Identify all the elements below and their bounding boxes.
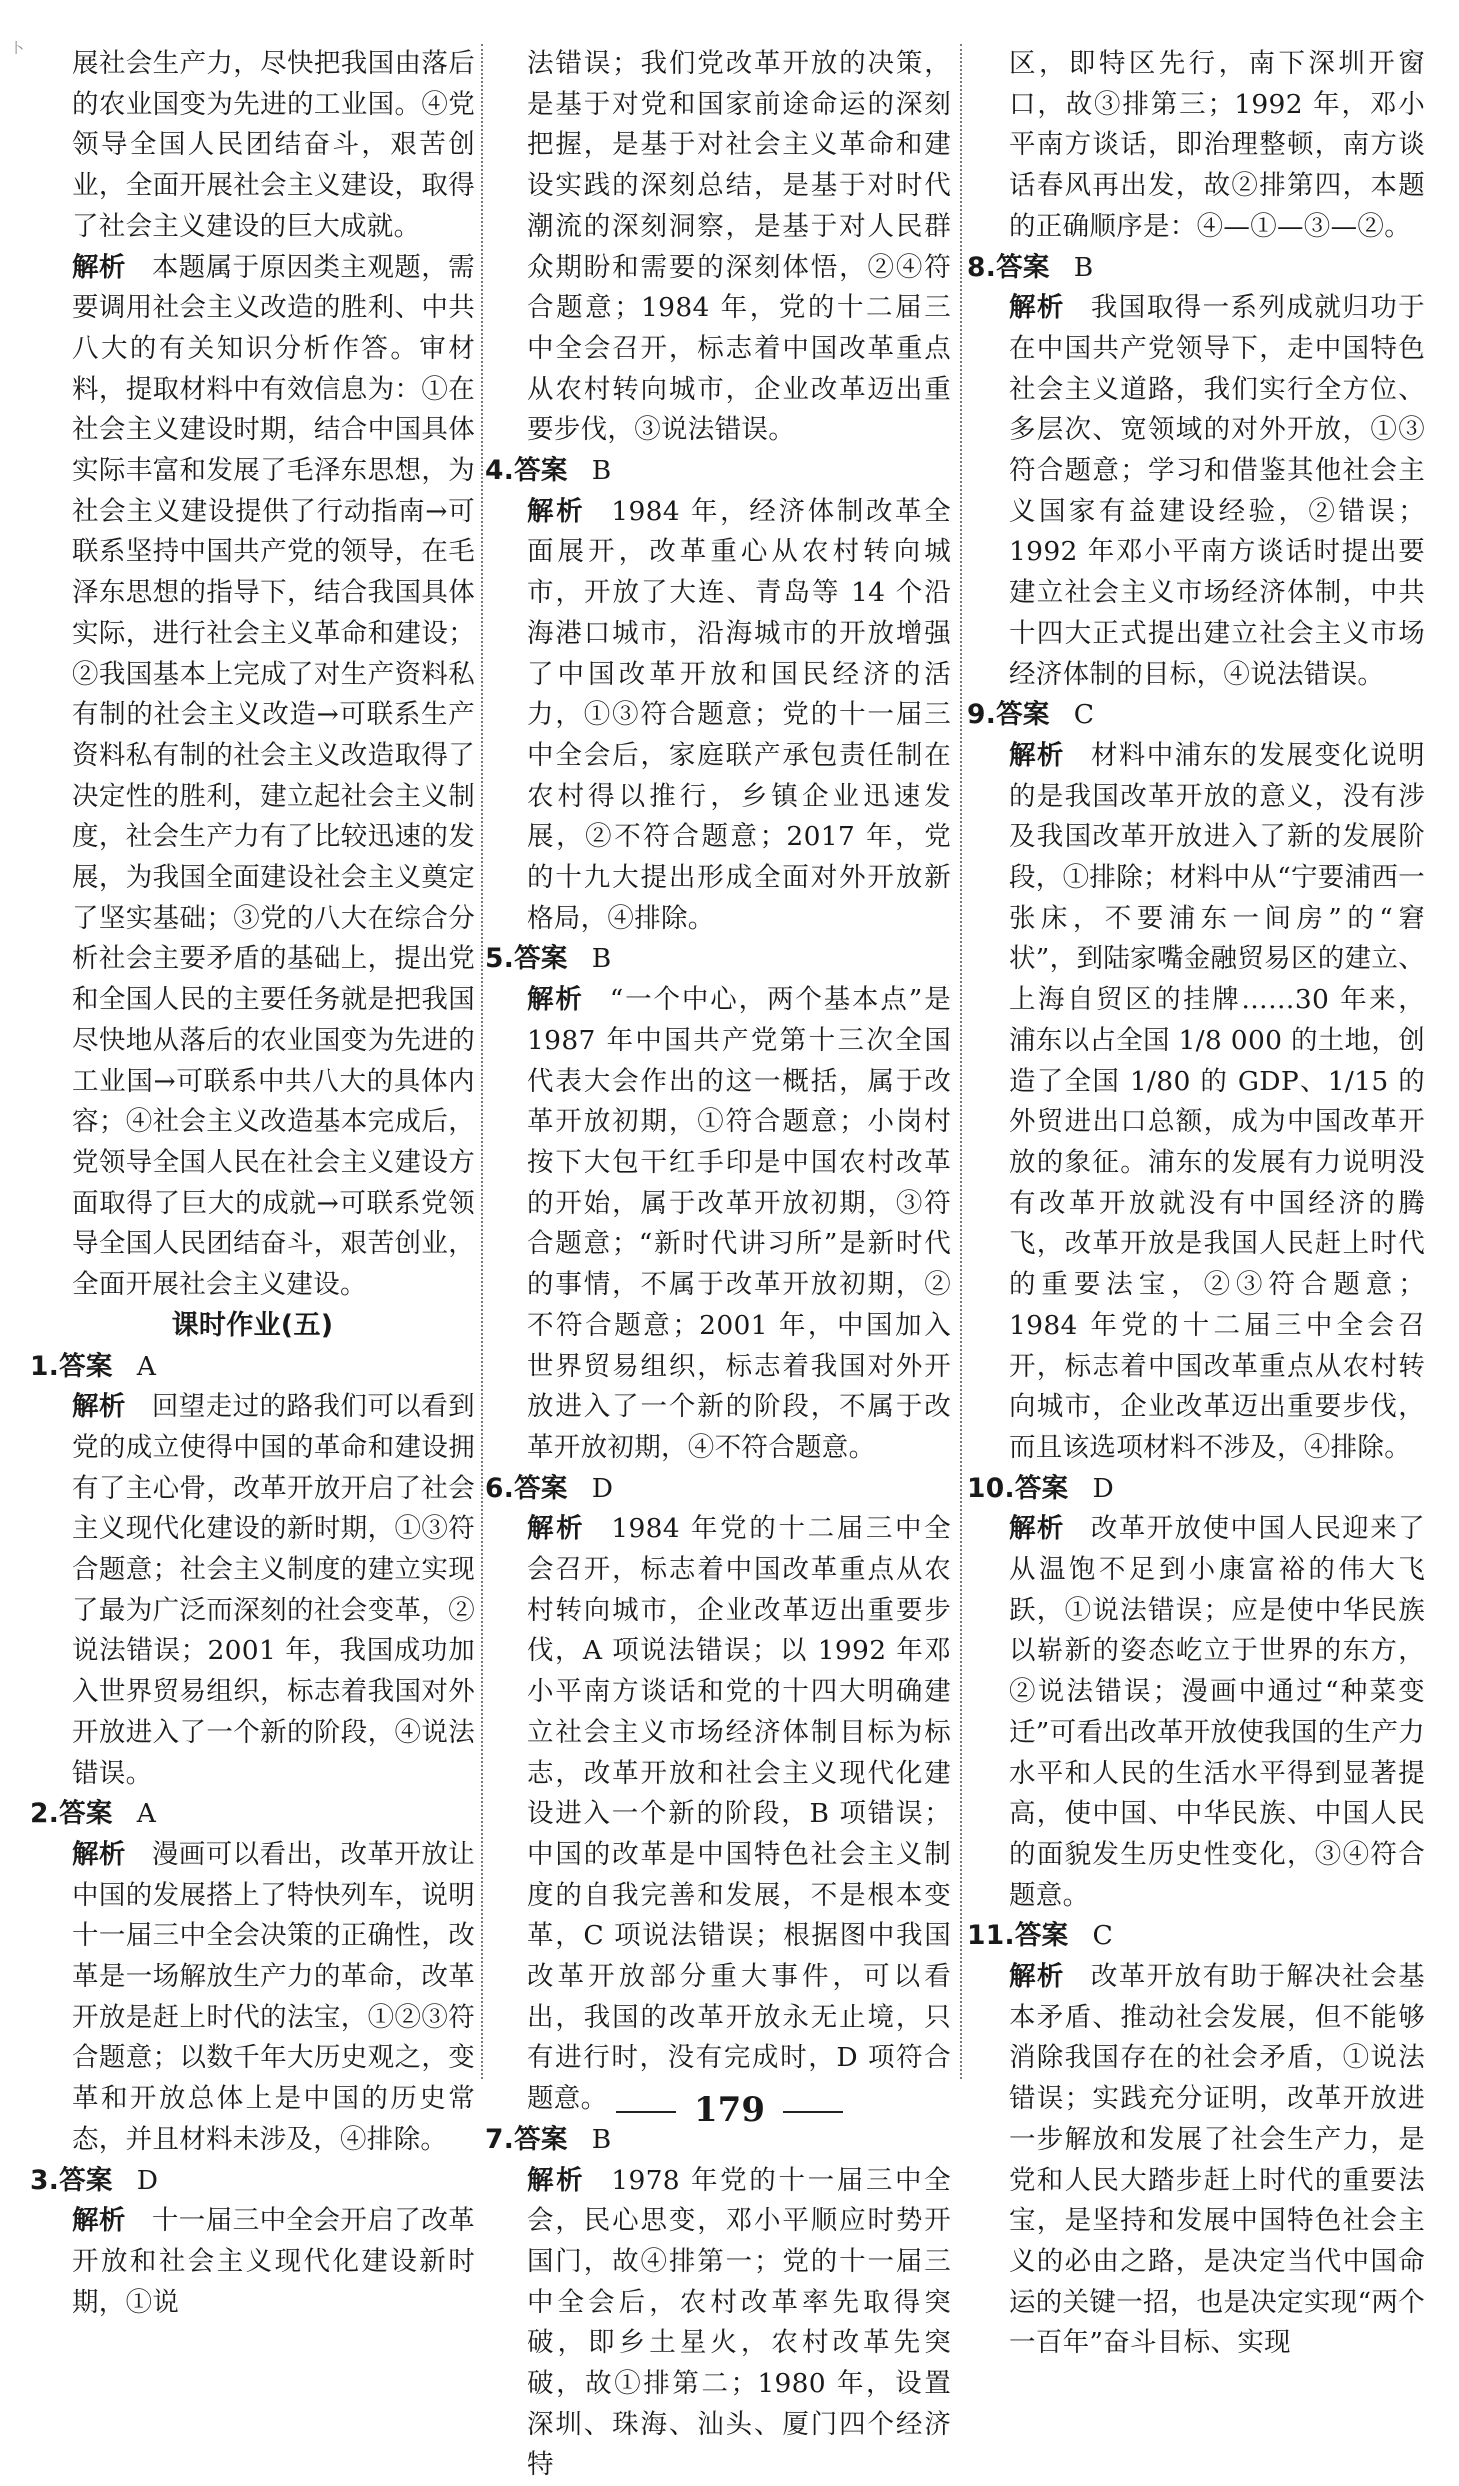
section-title: 课时作业(五)	[171, 1309, 334, 1341]
analysis-text: “一个中心，两个基本点”是 1987 年中国共产党第十三次全国代表大会作出的这一概括，属于改革开放初期，①符合题意；小岗村按下大包干红手印是中国农村改革的开始，属于改革开放初期，③符合题意；“新时代讲习所”是新时代的事情，不属于改革开放初期，②不符合题意；2001 年，中国加入世界贸易组织，标志着我国对外开放进入了一个新的阶段，不属于改革开放初期，④不符合题意。	[527, 984, 951, 1463]
page-number: 179	[694, 2090, 765, 2130]
question-number: 8.	[967, 251, 997, 283]
analysis-block	[30, 1387, 475, 1794]
answer-line	[967, 695, 1425, 736]
analysis-text: 十一届三中全会开启了改革开放和社会主义现代化建设新时期，①说	[72, 2205, 475, 2318]
corner-mark: 卜	[10, 41, 24, 57]
analysis-label: 解析	[527, 495, 586, 527]
question-number: 7.	[485, 2123, 515, 2155]
question-number: 2.	[30, 1798, 60, 1830]
answer-label: 答案	[1014, 1472, 1069, 1504]
answer-line	[485, 939, 951, 980]
answer-line	[485, 1469, 951, 1510]
answer-line	[30, 1347, 475, 1388]
analysis-label: 解析	[72, 2205, 126, 2237]
answer-label: 答案	[59, 1350, 113, 1382]
question-number: 4.	[485, 455, 515, 487]
answer-label: 答案	[514, 1472, 568, 1504]
answer-value: B	[591, 455, 612, 487]
analysis-text: 材料中浦东的发展变化说明的是我国改革开放的意义，没有涉及我国改革开放进入了新的发展阶段，①排除；材料中从“宁要浦西一张床，不要浦东一间房”的“窘状”，到陆家嘴金融贸易区的建立、上海自贸区的挂牌……30 年来，浦东以占全国 1/8 000 的土地，创造了全国 1/80 的 GDP、1/15 的外贸进出口总额，成为中国改革开放的象征。浦东的发展有力说明没有改革开放就没有中国经济的腾飞，改革开放是我国人民赶上时代的重要法宝，②③符合题意；1984 年党的十二届三中全会召开，标志着中国改革重点从农村转向城市，企业改革迈出重要步伐，而且该选项材料不涉及，④排除。	[1009, 739, 1425, 1463]
analysis-label: 解析	[1009, 1961, 1065, 1993]
answer-label: 答案	[514, 2123, 568, 2155]
analysis-label: 解析	[72, 251, 126, 283]
answer-value: D	[591, 1472, 614, 1504]
question-number: 5.	[485, 943, 515, 975]
answer-line	[30, 1794, 475, 1835]
answer-line	[30, 2161, 475, 2202]
footer-dash-right	[783, 2111, 843, 2113]
analysis-label: 解析	[72, 1838, 126, 1870]
question-number: 9.	[967, 699, 997, 731]
analysis-block	[967, 288, 1425, 695]
analysis-label: 解析	[72, 1391, 126, 1423]
answer-line	[967, 248, 1425, 289]
analysis-block	[967, 1509, 1425, 1916]
analysis-text: 1984 年，经济体制改革全面展开，改革重心从农村转向城市，开放了大连、青岛等 14 个沿海港口城市，沿海城市的开放增强了中国改革开放和国民经济的活力，①③符合题意；党的十一届三中全会后，家庭联产承包责任制在农村得以推行，乡镇企业迅速发展，②不符合题意；2017 年，党的十九大提出形成全面对外开放新格局，④排除。	[527, 495, 951, 934]
answer-value: B	[591, 943, 612, 975]
analysis-label: 解析	[527, 2164, 586, 2196]
answer-line	[967, 1916, 1425, 1957]
continued-paragraph: 法错误；我们党改革开放的决策，是基于对党和国家前途命运的深刻把握，是基于对社会主义革命和建设实践的深刻总结，是基于对时代潮流的深刻洞察，是基于对人民群众期盼和需要的深刻体悟，②④符合题意；1984 年，党的十二届三中全会召开，标志着中国改革重点从农村转向城市，企业改革迈出重要步伐，③说法错误。	[527, 48, 951, 446]
column-divider	[960, 44, 962, 2079]
column-divider	[481, 44, 483, 2079]
analysis-text: 1978 年党的十一届三中全会，民心思变，邓小平顺应时势开国门，故④排第一；党的十一届三中全会后，农村改革率先取得突破，即乡土星火，农村改革先突破，故①排第二；1980 年，设置深圳、珠海、汕头、厦门四个经济特	[527, 2164, 951, 2481]
analysis-text: 改革开放使中国人民迎来了从温饱不足到小康富裕的伟大飞跃，①说法错误；应是使中华民族以崭新的姿态屹立于世界的东方，②说法错误；漫画中通过“种菜变迁”可看出改革开放使我国的生产力水平和人民的生活水平得到显著提高，使中国、中华民族、中国人民的面貌发生历史性变化，③④符合题意。	[1009, 1513, 1425, 1911]
answer-value: A	[136, 1350, 157, 1382]
answer-label: 答案	[1014, 1920, 1069, 1952]
question-number: 11.	[967, 1920, 1015, 1952]
answer-label: 答案	[996, 699, 1050, 731]
analysis-label: 解析	[527, 984, 584, 1016]
analysis-text: 漫画可以看出，改革开放让中国的发展搭上了特快列车，说明十一届三中全会决策的正确性，改革是一场解放生产力的革命，改革开放是赶上时代的法宝，①②③符合题意；以数千年大历史观之，变革和开放总体上是中国的历史常态，并且材料未涉及，④排除。	[72, 1838, 475, 2155]
answer-value: B	[591, 2123, 612, 2155]
answer-label: 答案	[514, 455, 568, 487]
answer-label: 答案	[59, 2164, 113, 2196]
analysis-label: 解析	[1009, 739, 1065, 771]
answer-line	[485, 451, 951, 492]
answer-value: A	[136, 1798, 157, 1830]
analysis-block	[30, 248, 475, 1306]
analysis-label: 解析	[527, 1513, 586, 1545]
answer-label: 答案	[59, 1798, 113, 1830]
answer-value: C	[1073, 699, 1095, 731]
continued-paragraph: 区，即特区先行，南下深圳开窗口，故③排第三；1992 年，邓小平南方谈话，即治理整顿，南方谈话春风再出发，故②排第四，本题的正确顺序是：④—①—③—②。	[1009, 48, 1425, 242]
analysis-label: 解析	[1009, 292, 1065, 324]
column-3	[967, 44, 1425, 2364]
analysis-label: 解析	[1009, 1513, 1065, 1545]
question-number: 6.	[485, 1472, 515, 1504]
analysis-text: 改革开放有助于解决社会基本矛盾、推动社会发展，但不能够消除我国存在的社会矛盾，①说法错误；实践充分证明，改革开放进一步解放和发展了社会生产力，是党和人民大踏步赶上时代的重要法宝，是坚持和发展中国特色社会主义的必由之路，是决定当代中国命运的关键一招，也是决定实现“两个一百年”奋斗目标、实现	[1009, 1961, 1425, 2359]
question-number: 10.	[967, 1472, 1015, 1504]
analysis-block	[485, 492, 951, 940]
answer-label: 答案	[514, 943, 568, 975]
answer-line	[967, 1469, 1425, 1510]
analysis-text: 1984 年党的十二届三中全会召开，标志着中国改革重点从农村转向城市，企业改革迈出重要步伐，A 项说法错误；以 1992 年邓小平南方谈话和党的十四大明确建立社会主义市场经济体制目标为标志，改革开放和社会主义现代化建设进入一个新的阶段，B 项错误；中国的改革是中国特色社会主义制度的自我完善和发展，不是根本变革，C 项说法错误；根据图中我国改革开放部分重大事件，可以看出，我国的改革开放永无止境，只有进行时，没有完成时，D 项符合题意。	[527, 1513, 951, 2115]
footer-dash-left	[616, 2111, 676, 2113]
analysis-block	[485, 1509, 951, 2120]
answer-value: D	[1092, 1472, 1115, 1504]
analysis-text: 回望走过的路我们可以看到党的成立使得中国的革命和建设拥有了主心骨，改革开放开启了社会主义现代化建设的新时期，①③符合题意；社会主义制度的建立实现了最为广泛而深刻的社会变革，②说法错误；2001 年，我国成功加入世界贸易组织，标志着我国对外开放进入了一个新的阶段，④说法错误。	[72, 1391, 475, 1789]
analysis-block	[485, 980, 951, 1468]
analysis-text: 我国取得一系列成就归功于在中国共产党领导下，走中国特色社会主义道路，我们实行全方位、多层次、宽领域的对外开放，①③符合题意；学习和借鉴其他社会主义国家有益建设经验，②错误；1992 年邓小平南方谈话时提出要建立社会主义市场经济体制，中共十四大正式提出建立社会主义市场经济体制的目标，④说法错误。	[1009, 292, 1425, 690]
answer-label: 答案	[996, 251, 1050, 283]
analysis-block	[967, 1957, 1425, 2364]
answer-value: D	[136, 2164, 159, 2196]
page-footer	[0, 2090, 1459, 2130]
question-number: 3.	[30, 2164, 60, 2196]
analysis-block	[30, 2201, 475, 2323]
continued-paragraph: 展社会生产力，尽快把我国由落后的农业国变为先进的工业国。④党领导全国人民团结奋斗，艰苦创业，全面开展社会主义建设，取得了社会主义建设的巨大成就。	[72, 48, 475, 242]
answer-value: C	[1092, 1920, 1114, 1952]
question-number: 1.	[30, 1350, 60, 1382]
column-1	[30, 44, 475, 2323]
analysis-text: 本题属于原因类主观题，需要调用社会主义改造的胜利、中共八大的有关知识分析作答。审材料，提取材料中有效信息为：①在社会主义建设时期，结合中国具体实际丰富和发展了毛泽东思想，为社会主义建设提供了行动指南→可联系坚持中国共产党的领导，在毛泽东思想的指导下，结合我国具体实际，进行社会主义革命和建设；②我国基本上完成了对生产资料私有制的社会主义改造→可联系生产资料私有制的社会主义改造取得了决定性的胜利，建立起社会主义制度，社会生产力有了比较迅速的发展，为我国全面建设社会主义奠定了坚实基础；③党的八大在综合分析社会主要矛盾的基础上，提出党和全国人民的主要任务就是把我国尽快地从落后的农业国变为先进的工业国→可联系中共八大的具体内容；④社会主义改造基本完成后，党领导全国人民在社会主义建设方面取得了巨大的成就→可联系党领导全国人民团结奋斗，艰苦创业，全面开展社会主义建设。	[72, 251, 475, 1301]
answer-value: B	[1073, 251, 1094, 283]
analysis-block	[967, 736, 1425, 1469]
analysis-block	[485, 2161, 951, 2486]
